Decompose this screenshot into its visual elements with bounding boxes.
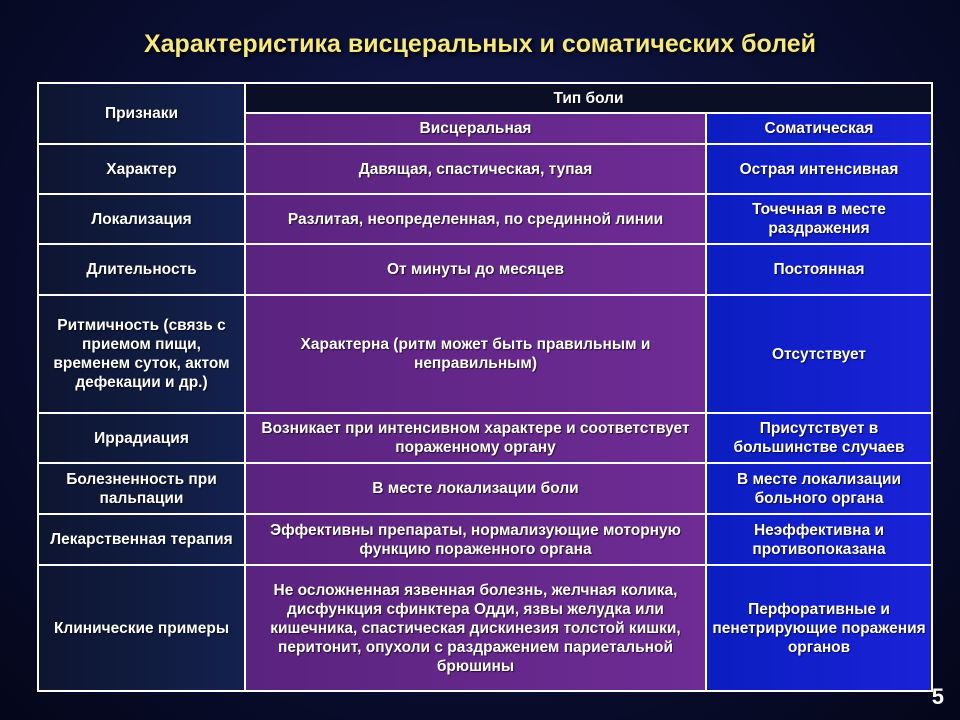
row-somatic: В месте локализации больного органа: [706, 463, 932, 514]
table-row: [38, 194, 932, 244]
row-feature: Болезненность при пальпации: [38, 463, 245, 514]
row-feature: Локализация: [38, 194, 245, 244]
row-feature: Иррадиация: [38, 413, 245, 463]
row-visceral: Разлитая, неопределенная, по срединной линии: [245, 194, 706, 244]
row-feature: Лекарственная терапия: [38, 514, 245, 565]
table-row: [38, 565, 932, 691]
row-somatic: Острая интенсивная: [706, 144, 932, 194]
table-row: [38, 413, 932, 463]
row-visceral: Характерна (ритм может быть правильным и неправильным): [245, 295, 706, 413]
table-row: [38, 144, 932, 194]
header-pain-type: Тип боли: [245, 83, 932, 113]
table-row: [38, 514, 932, 565]
row-somatic: Точечная в месте раздражения: [706, 194, 932, 244]
row-somatic: Постоянная: [706, 244, 932, 295]
table-row: [38, 295, 932, 413]
header-visceral: Висцеральная: [245, 113, 706, 144]
row-visceral: Давящая, спастическая, тупая: [245, 144, 706, 194]
header-somatic: Соматическая: [706, 113, 932, 144]
row-visceral: Эффективны препараты, нормализующие моторную функцию пораженного органа: [245, 514, 706, 565]
page-title: Характеристика висцеральных и соматических болей: [143, 30, 817, 58]
row-visceral: От минуты до месяцев: [245, 244, 706, 295]
table-row: [38, 244, 932, 295]
pain-comparison-table: [37, 82, 933, 692]
row-somatic: Присутствует в большинстве случаев: [706, 413, 932, 463]
row-feature: Клинические примеры: [38, 565, 245, 691]
row-somatic: Отсутствует: [706, 295, 932, 413]
row-somatic: Перфоративные и пенетрирующие поражения органов: [706, 565, 932, 691]
page-number: 5: [931, 684, 944, 709]
row-somatic: Неэффективна и противопоказана: [706, 514, 932, 565]
row-feature: Характер: [38, 144, 245, 194]
header-features: Признаки: [38, 83, 245, 144]
row-feature: Ритмичность (связь с приемом пищи, временем суток, актом дефекации и др.): [38, 295, 245, 413]
row-visceral: В месте локализации боли: [245, 463, 706, 514]
row-visceral: Возникает при интенсивном характере и соответствует пораженному органу: [245, 413, 706, 463]
row-visceral: Не осложненная язвенная болезнь, желчная колика, дисфункция сфинктера Одди, язвы желудка или кишечника, спастическая дискинезия толстой кишки, перитонит, опухоли с раздражением париетальной брюшины: [245, 565, 706, 691]
table-row: [38, 463, 932, 514]
row-feature: Длительность: [38, 244, 245, 295]
